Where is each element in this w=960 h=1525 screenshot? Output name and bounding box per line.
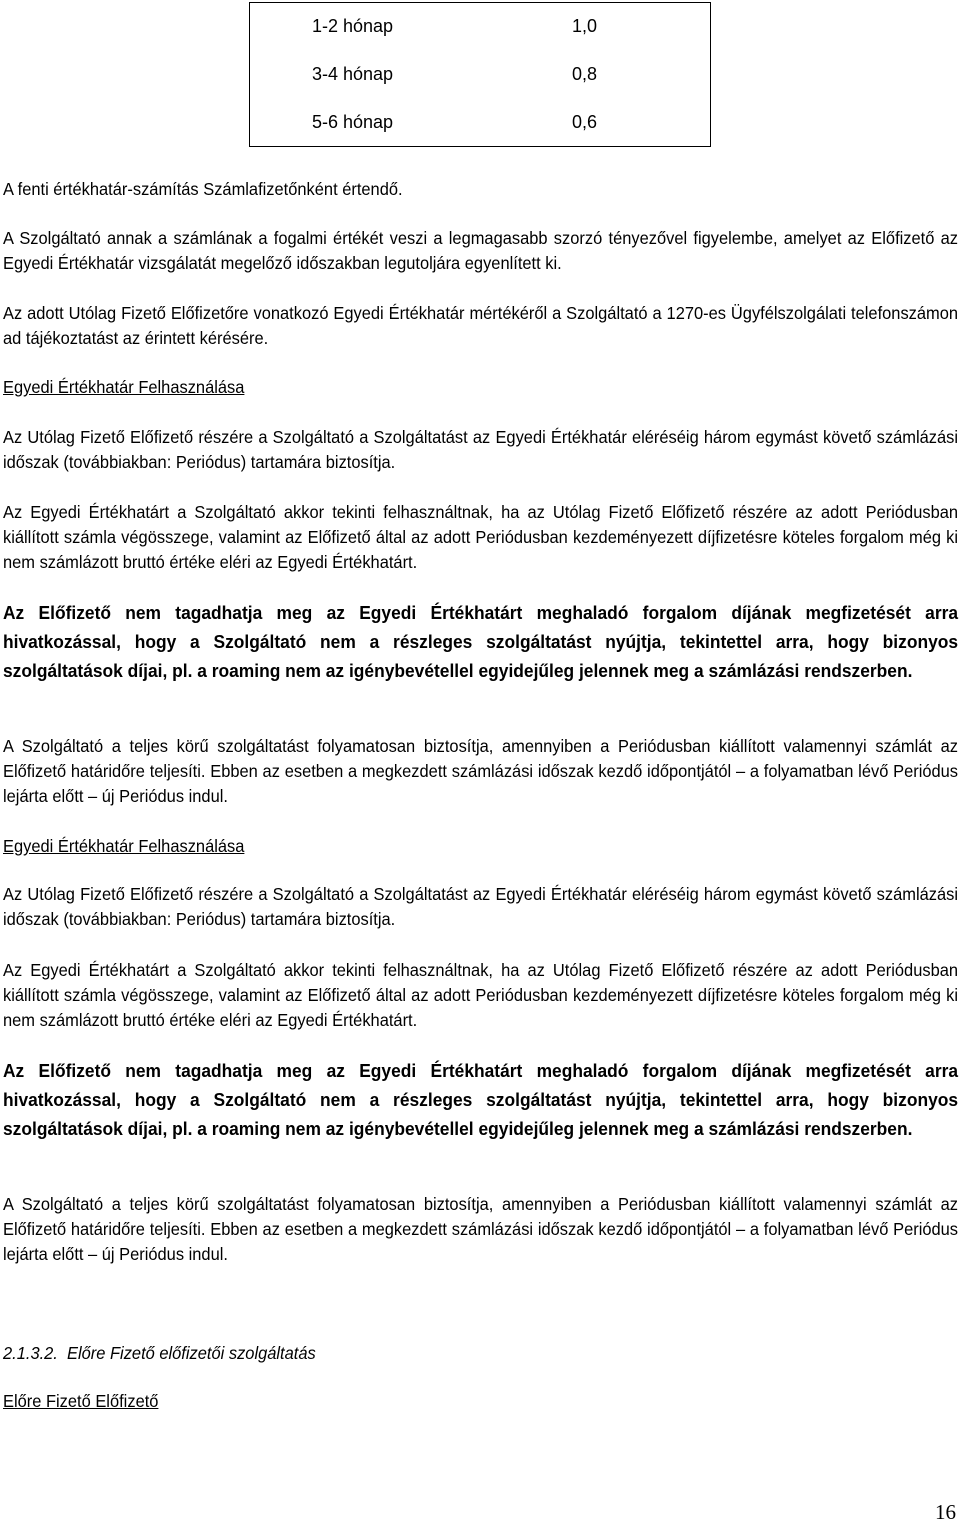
section-heading: Egyedi Értékhatár Felhasználása bbox=[3, 377, 245, 397]
subsection-heading: Előre Fizető Előfizető bbox=[3, 1391, 159, 1411]
section-number-title: 2.1.3.2. Előre Fizető előfizetői szolgáltatás bbox=[3, 1343, 316, 1363]
multiplier-cell: 0,6 bbox=[480, 99, 711, 147]
paragraph: A Szolgáltató a teljes körű szolgáltatást folyamatosan biztosítja, amennyiben a Periódusban kiállított valamennyi számlát az Előfizető határidőre teljesíti. Ebben az esetben a megkezdett számlázási időszak kezdő időpontjától – a folyamatban lévő Periódus lejárta előtt – új Periódus indul. bbox=[3, 736, 959, 806]
paragraph: Az Egyedi Értékhatárt a Szolgáltató akkor tekinti felhasználtnak, ha az Utólag Fizető Előfizető részére az adott Periódusban kiállított számla végösszege, valamint az Előfizető által az adott Periódusban kezdeményezett díjfizetésre köteles forgalom még ki nem számlázott bruttó értéke eléri az Egyedi Értékhatárt. bbox=[3, 502, 959, 572]
period-cell: 1-2 hónap bbox=[250, 3, 481, 51]
page-number: 16 bbox=[935, 1500, 956, 1524]
paragraph: Az adott Utólag Fizető Előfizetőre vonatkozó Egyedi Értékhatár mértékéről a Szolgáltató a 1270-es Ügyfélszolgálati telefonszámon ad tájékoztatást az érintett kérésére. bbox=[3, 303, 959, 348]
paragraph: A Szolgáltató annak a számlának a fogalmi értékét veszi a legmagasabb szorzó tényezővel figyelembe, amelyet az Előfizető az Egyedi Értékhatár vizsgálatát megelőző időszakban legutoljára egyenlített ki. bbox=[3, 228, 959, 273]
multiplier-cell: 1,0 bbox=[480, 3, 711, 51]
table-row bbox=[250, 99, 711, 147]
table-row bbox=[250, 3, 711, 51]
section-heading: Egyedi Értékhatár Felhasználása bbox=[3, 836, 245, 856]
paragraph: A fenti értékhatár-számítás Számlafizetőnként értendő. bbox=[3, 179, 403, 199]
period-cell: 5-6 hónap bbox=[250, 99, 481, 147]
period-cell: 3-4 hónap bbox=[250, 51, 481, 99]
bold-paragraph: Az Előfizető nem tagadhatja meg az Egyedi Értékhatárt meghaladó forgalom díjának megfizetését arra hivatkozással, hogy a Szolgáltató nem a részleges szolgáltatást nyújtja, tekintettel arra, hogy bizonyos szolgáltatások díjai, pl. a roaming nem az igénybevétellel egyidejűleg jelennek meg a számlázási rendszerben. bbox=[3, 1060, 959, 1139]
multiplier-cell: 0,8 bbox=[480, 51, 711, 99]
table-row bbox=[250, 51, 711, 99]
value-limit-table bbox=[249, 2, 711, 147]
bold-paragraph: Az Előfizető nem tagadhatja meg az Egyedi Értékhatárt meghaladó forgalom díjának megfizetését arra hivatkozással, hogy a Szolgáltató nem a részleges szolgáltatást nyújtja, tekintettel arra, hogy bizonyos szolgáltatások díjai, pl. a roaming nem az igénybevétellel egyidejűleg jelennek meg a számlázási rendszerben. bbox=[3, 602, 959, 681]
paragraph: Az Utólag Fizető Előfizető részére a Szolgáltató a Szolgáltatást az Egyedi Értékhatár eléréséig három egymást követő számlázási időszak (továbbiakban: Periódus) tartamára biztosítja. bbox=[3, 427, 959, 472]
paragraph: Az Egyedi Értékhatárt a Szolgáltató akkor tekinti felhasználtnak, ha az Utólag Fizető Előfizető részére az adott Periódusban kiállított számla végösszege, valamint az Előfizető által az adott Periódusban kezdeményezett díjfizetésre köteles forgalom még ki nem számlázott bruttó értéke eléri az Egyedi Értékhatárt. bbox=[3, 960, 959, 1030]
paragraph: A Szolgáltató a teljes körű szolgáltatást folyamatosan biztosítja, amennyiben a Periódusban kiállított valamennyi számlát az Előfizető határidőre teljesíti. Ebben az esetben a megkezdett számlázási időszak kezdő időpontjától – a folyamatban lévő Periódus lejárta előtt – új Periódus indul. bbox=[3, 1194, 959, 1264]
paragraph: Az Utólag Fizető Előfizető részére a Szolgáltató a Szolgáltatást az Egyedi Értékhatár eléréséig három egymást követő számlázási időszak (továbbiakban: Periódus) tartamára biztosítja. bbox=[3, 884, 959, 929]
